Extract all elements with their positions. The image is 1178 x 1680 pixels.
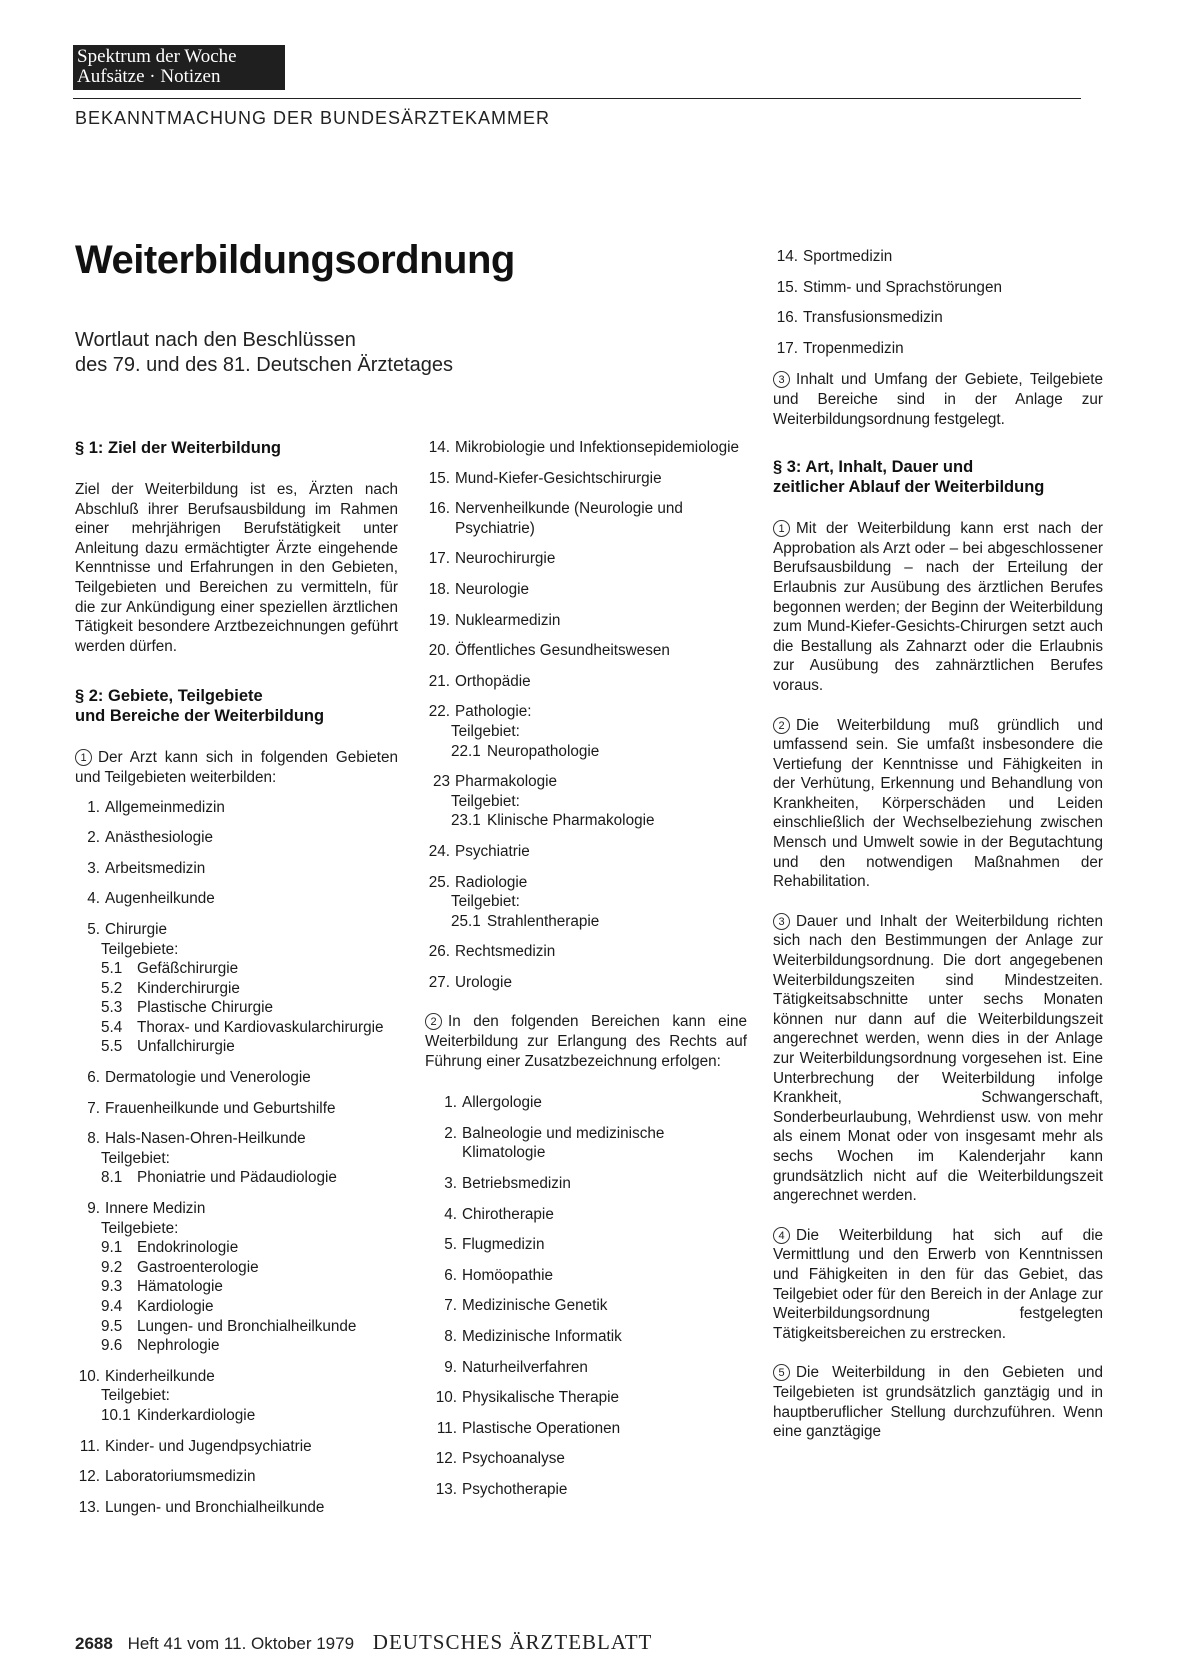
- list-item-name: Naturheilverfahren: [462, 1358, 588, 1376]
- subitem: [101, 998, 398, 1018]
- list-item-name: Dermatologie und Venerologie: [105, 1069, 311, 1087]
- list-item-row: [425, 1480, 747, 1500]
- list-item-name: Homöopathie: [462, 1266, 553, 1284]
- subitem: [101, 1406, 398, 1426]
- list-item-row: [75, 1068, 398, 1088]
- list-item-name: Transfusionsmedizin: [803, 309, 943, 327]
- list-item-number: 14.: [776, 248, 798, 265]
- list-item: [75, 1367, 398, 1426]
- subitems: [75, 940, 398, 1058]
- list-item: [425, 1358, 747, 1378]
- subitem-name: Unfallchirurgie: [137, 1038, 235, 1056]
- list-item-number: 12.: [78, 1468, 100, 1486]
- list-item-number: 13.: [435, 1480, 457, 1498]
- list-item-row: [75, 1367, 398, 1387]
- list-item-number: 10.: [78, 1367, 100, 1385]
- list-item-name: Hals-Nasen-Ohren-Heilkunde: [105, 1130, 306, 1148]
- list-item-number: 2.: [444, 1124, 457, 1142]
- list-item-row: [425, 1205, 747, 1225]
- list-item-number: 18.: [428, 580, 450, 598]
- kicker: BEKANNTMACHUNG DER BUNDESÄRZTEKAMMER: [75, 108, 551, 128]
- list-item-name: Lungen- und Bronchialheilkunde: [105, 1498, 325, 1516]
- list-item: [75, 1068, 398, 1088]
- list-item-row: [773, 308, 1103, 328]
- list-item-row: [425, 1235, 747, 1255]
- list-item-name: Arbeitsmedizin: [105, 859, 206, 877]
- list-item: [425, 1205, 747, 1225]
- journal-name: DEUTSCHES ÄRZTEBLATT: [372, 1630, 653, 1654]
- badge-line-2: Aufsätze · Notizen: [77, 66, 221, 87]
- list-item-number: 25.: [428, 873, 450, 891]
- list-item-number: 22.: [428, 703, 450, 721]
- list-item-name: Psychoanalyse: [462, 1450, 565, 1468]
- list-item-row: [425, 641, 747, 661]
- list-item-number: 4.: [444, 1205, 457, 1223]
- list-item-number: 1.: [87, 798, 100, 816]
- subtitle-line-2: des 79. und des 81. Deutschen Ärztetages: [75, 354, 454, 376]
- subitem-name: Gastroenterologie: [137, 1258, 259, 1276]
- section-3-heading: [773, 457, 1103, 497]
- section-2-heading-line-1: § 2: Gebiete, Teilgebiete: [75, 687, 263, 706]
- section-3-para: [773, 716, 1103, 892]
- list-item-name: Neurologie: [455, 580, 529, 598]
- list-item: [425, 702, 747, 761]
- list-item: [75, 1199, 398, 1356]
- subitems-label: Teilgebiet:: [451, 893, 520, 911]
- list-item: [425, 469, 747, 489]
- para-text: In den folgenden Bereichen kann eine Weiterbildung zur Erlangung des Rechts auf Führung einer Zusatzbezeichnung erfolgen:: [425, 1013, 747, 1070]
- subitem-number: 5.2: [101, 979, 123, 997]
- list-item-row: [75, 920, 398, 940]
- section-3-heading-line-1: § 3: Art, Inhalt, Dauer und: [773, 458, 974, 477]
- subitem: [101, 1037, 398, 1057]
- list-item-name: Medizinische Informatik: [462, 1328, 622, 1345]
- list-item: [773, 247, 1103, 267]
- para-text: Die Weiterbildung in den Gebieten und Teilgebieten ist grundsätzlich ganztägig und in hauptberuflicher Stellung durchzuführen. Wenn eine ganztägige: [773, 1364, 1103, 1441]
- para-marker-icon: 4: [773, 1227, 790, 1244]
- list-item-number: 13.: [78, 1498, 100, 1516]
- list-item: [425, 672, 747, 692]
- section-1-text: Ziel der Weiterbildung ist es, Ärzten nach Abschluß ihrer Berufsausbildung im Rahmen einer mehrjährigen Berufstätigkeit unter Anleitung dazu ermächtigter Ärzte eingehende Kenntnisse und Erfahrungen in den Gebieten, Teilgebieten und Bereichen zu vermitteln, für die zur Ankündigung einer speziellen ärztlichen Tätigkeit besondere Arztbezeichnungen geführt werden dürfen.: [75, 481, 398, 655]
- subitem-name: Endokrinologie: [137, 1239, 239, 1257]
- list-item-row: [425, 469, 747, 489]
- list-item-name: Tropenmedizin: [803, 339, 904, 357]
- list-item-row: [425, 1296, 747, 1316]
- list-item-row: [425, 438, 747, 458]
- subitem-number: 25.1: [451, 912, 481, 930]
- subitem-number: 9.5: [101, 1317, 123, 1335]
- subitem-number: 9.2: [101, 1258, 123, 1276]
- subitem: [101, 1317, 398, 1337]
- badge-line-1: Spektrum der Woche: [77, 46, 237, 67]
- list-item-row: [75, 1129, 398, 1149]
- list-item: [425, 1266, 747, 1286]
- subitem: [451, 912, 747, 932]
- list-item-row: [425, 1327, 747, 1347]
- section-1-heading: § 1: Ziel der Weiterbildung: [75, 439, 281, 457]
- list-item-row: [425, 842, 747, 862]
- subitems: [425, 722, 747, 761]
- list-item-name: Medizinische Genetik: [462, 1297, 608, 1315]
- list-item-number: 17.: [776, 339, 798, 357]
- subitem-number: 22.1: [451, 742, 481, 760]
- column-1: [75, 438, 398, 1528]
- list-item-number: 3.: [444, 1175, 457, 1193]
- subitem: [101, 1336, 398, 1356]
- para-marker-icon: 2: [773, 717, 790, 734]
- list-item-name: Allgemeinmedizin: [105, 798, 225, 816]
- subitems: [75, 1386, 398, 1425]
- list-item-number: 16.: [776, 309, 798, 327]
- list-item-name: Flugmedizin: [462, 1236, 545, 1254]
- subitem: [101, 979, 398, 999]
- list-item: [75, 920, 398, 1057]
- list-item-name: Orthopädie: [455, 672, 531, 690]
- list-item: [425, 1419, 747, 1439]
- subitem: [451, 742, 747, 762]
- subitem-number: 9.6: [101, 1337, 123, 1355]
- list-item: [75, 1437, 398, 1457]
- list-item-number: 5.: [444, 1236, 457, 1254]
- subitem-number: 8.1: [101, 1169, 123, 1187]
- column-3: [773, 247, 1103, 1462]
- para-text: Inhalt und Umfang der Gebiete, Teilgebiete und Bereiche sind in der Anlage zur Weiterbildungsordnung festgelegt.: [773, 371, 1103, 428]
- subitem-name: Klinische Pharmakologie: [487, 812, 655, 830]
- list-item-name: Rechtsmedizin: [455, 943, 556, 961]
- list-item-row: [425, 611, 747, 631]
- list-item-number: 5.: [87, 920, 100, 938]
- list-item-row: [425, 1093, 747, 1113]
- list-item-name: Balneologie und medizinische Klimatologie: [462, 1124, 665, 1162]
- list-item: [425, 1124, 747, 1163]
- list-item: [425, 438, 747, 458]
- section-2-heading: [75, 686, 398, 726]
- list-item-row: [773, 339, 1103, 359]
- list-item: [773, 278, 1103, 298]
- list-item-row: [425, 549, 747, 569]
- subitem-number: 23.1: [451, 812, 481, 830]
- list-item-number: 9.: [444, 1358, 457, 1376]
- list-item-name: Anästhesiologie: [105, 829, 214, 847]
- subitem: [101, 1238, 398, 1258]
- subitem-number: 9.4: [101, 1298, 123, 1315]
- bereiche-list-part-1: [425, 1093, 747, 1499]
- para-marker-icon: 2: [425, 1013, 442, 1030]
- subitem-name: Kinderchirurgie: [137, 979, 240, 997]
- list-item: [773, 308, 1103, 328]
- list-item: [75, 1099, 398, 1119]
- list-item: [425, 1449, 747, 1469]
- list-item: [425, 942, 747, 962]
- list-item: [425, 973, 747, 993]
- list-item: [425, 1327, 747, 1347]
- subitem-number: 9.1: [101, 1239, 123, 1257]
- gebiete-list-part-2: [425, 438, 747, 992]
- list-item-name: Pharmakologie: [455, 773, 558, 791]
- list-item-row: [75, 1099, 398, 1119]
- list-item-number: 9.: [87, 1200, 100, 1218]
- para-marker-icon: 3: [773, 913, 790, 930]
- list-item-name: Öffentliches Gesundheitswesen: [455, 642, 670, 660]
- section-3-para: [773, 519, 1103, 695]
- list-item-name: Stimm- und Sprachstörungen: [803, 278, 1002, 296]
- subitems-label: Teilgebiet:: [101, 1149, 170, 1167]
- list-item-row: [425, 1124, 747, 1163]
- subitem: [101, 1168, 398, 1188]
- issue-info: Heft 41 vom 11. Oktober 1979: [127, 1634, 355, 1653]
- list-item-number: 20.: [428, 642, 450, 660]
- gebiete-list-part-1: [75, 798, 398, 1518]
- list-item: [75, 889, 398, 909]
- section-2-para-3: [773, 370, 1103, 429]
- list-item-row: [425, 942, 747, 962]
- subitem-name: Hämatologie: [137, 1278, 223, 1296]
- para-marker-icon: 3: [773, 371, 790, 388]
- list-item: [425, 772, 747, 831]
- list-item: [75, 828, 398, 848]
- subitem: [101, 959, 398, 979]
- list-item-name: Psychotherapie: [462, 1480, 568, 1498]
- list-item-name: Laboratoriumsmedizin: [105, 1468, 256, 1486]
- list-item-name: Plastische Operationen: [462, 1419, 621, 1437]
- list-item-row: [425, 499, 747, 538]
- para-text: Dauer und Inhalt der Weiterbildung richten sich nach den Bestimmungen der Anlage zur Weiterbildungsordnung. Die dort angegebenen Weiterbildungszeiten sind Mindestzeiten. Tätigkeitsabschnitte unter sechs Monaten können nur dann auf die Weiterbildungszeit angerechnet werden, wenn dies in der Anlage zur Weiterbildungsordnung vorgesehen ist. Eine Unterbrechung der Weiterbildung infolge Krankheit, Schwangerschaft, Sonderbeurlaubung, Wehrdienst usw. von mehr als einem Monat oder von insgesamt mehr als sechs Wochen im Kalenderjahr kann grundsätzlich nicht auf die Weiterbildungszeit angerechnet werden.: [773, 912, 1103, 1205]
- subitem-number: 10.1: [101, 1406, 131, 1424]
- list-item: [75, 859, 398, 879]
- list-item: [75, 1467, 398, 1487]
- list-item: [75, 798, 398, 818]
- list-item-number: 6.: [87, 1069, 100, 1087]
- list-item-name: Kinderheilkunde: [105, 1367, 215, 1385]
- section-badge: [73, 45, 285, 90]
- subitems-label: Teilgebiet:: [101, 1387, 170, 1405]
- list-item: [425, 1388, 747, 1408]
- subitem-name: Neuropathologie: [487, 742, 600, 760]
- list-item-name: Psychiatrie: [455, 842, 530, 860]
- list-item: [425, 1235, 747, 1255]
- list-item: [425, 611, 747, 631]
- subitem: [101, 1277, 398, 1297]
- subitem-name: Lungen- und Bronchialheilkunde: [137, 1317, 357, 1335]
- list-item-name: Sportmedizin: [803, 248, 893, 265]
- list-item-number: 8.: [444, 1328, 457, 1345]
- list-item: [425, 1480, 747, 1500]
- para-marker-icon: 5: [773, 1364, 790, 1381]
- subitem-name: Kardiologie: [137, 1298, 214, 1315]
- list-item-name: Radiologie: [455, 873, 528, 891]
- subitem-name: Plastische Chirurgie: [137, 999, 274, 1017]
- section-3-heading-line-2: zeitlicher Ablauf der Weiterbildung: [773, 478, 1045, 497]
- list-item-name: Neurochirurgie: [455, 550, 556, 568]
- section-2-para-2: [425, 1012, 747, 1071]
- subitems-label: Teilgebiet:: [451, 722, 520, 740]
- para-text: Der Arzt kann sich in folgenden Gebieten und Teilgebieten weiterbilden:: [75, 749, 398, 786]
- list-item-number: 26.: [428, 943, 450, 961]
- subitem-name: Phoniatrie und Pädaudiologie: [137, 1169, 337, 1187]
- list-item-name: Nervenheilkunde (Neurologie und Psychiatrie): [455, 500, 683, 537]
- list-item-number: 15.: [776, 278, 798, 296]
- para-text: Die Weiterbildung muß gründlich und umfassend sein. Sie umfaßt insbesondere die Vertiefung der Kenntnisse und Fähigkeiten in der Verhütung, Erkennung und Behandlung von Krankheiten, Körperschäden und Leiden einschließlich der Wechselbeziehung zwischen Mensch und Umwelt sowie in der Begutachtung und den notwendigen Maßnahmen der Rehabilitation.: [773, 716, 1103, 891]
- list-item-name: Frauenheilkunde und Geburtshilfe: [105, 1099, 336, 1117]
- list-item-number: 7.: [444, 1297, 457, 1315]
- list-item: [425, 873, 747, 932]
- bereiche-list-part-2: [773, 247, 1103, 358]
- list-item-row: [75, 798, 398, 818]
- list-item: [75, 1498, 398, 1518]
- list-item: [425, 580, 747, 600]
- list-item-number: 23: [432, 773, 450, 791]
- list-item-name: Mund-Kiefer-Gesichtschirurgie: [455, 469, 662, 487]
- list-item: [425, 641, 747, 661]
- list-item-number: 8.: [87, 1130, 100, 1148]
- list-item-number: 19.: [428, 611, 450, 629]
- list-item: [425, 1296, 747, 1316]
- subitem-number: 9.3: [101, 1278, 123, 1296]
- column-2: [425, 438, 747, 1511]
- section-3-para: [773, 1363, 1103, 1441]
- subitems: [425, 892, 747, 931]
- subtitle: [75, 328, 595, 378]
- list-item-name: Chirotherapie: [462, 1205, 554, 1223]
- list-item: [773, 339, 1103, 359]
- page-footer: [75, 1630, 755, 1655]
- para-text: Mit der Weiterbildung kann erst nach der Approbation als Arzt oder – bei abgeschlossener Berufsausbildung – nach der Erteilung der Erlaubnis zur Ausübung des ärztlichen Berufes begonnen werden; der Beginn der Weiterbildung zum Mund-Kiefer-Gesichts-Chirurgen setzt auch die Bestallung als Zahnarzt oder die Erlaubnis zur Ausübung des zahnärztlichen Berufes voraus.: [773, 520, 1103, 694]
- subitem-number: 5.1: [101, 960, 123, 978]
- list-item-name: Urologie: [455, 973, 512, 991]
- list-item-number: 7.: [87, 1099, 100, 1117]
- list-item-number: 24.: [428, 842, 450, 860]
- list-item: [425, 549, 747, 569]
- list-item-number: 16.: [428, 500, 450, 518]
- list-item-row: [425, 1388, 747, 1408]
- list-item-row: [425, 1358, 747, 1378]
- list-item-number: 11.: [436, 1419, 457, 1437]
- section-2-heading-line-2: und Bereiche der Weiterbildung: [75, 707, 325, 726]
- list-item-number: 21.: [428, 672, 450, 690]
- list-item-name: Betriebsmedizin: [462, 1175, 571, 1193]
- subitem-number: 5.3: [101, 999, 123, 1017]
- list-item-name: Pathologie:: [455, 703, 532, 721]
- section-3-para: [773, 912, 1103, 1206]
- page-number: 2688: [75, 1634, 113, 1653]
- section-3-para: [773, 1226, 1103, 1344]
- list-item-row: [425, 873, 747, 893]
- subitem: [101, 1297, 398, 1317]
- subitem: [451, 811, 747, 831]
- list-item-number: 27.: [428, 973, 450, 991]
- subitem: [101, 1258, 398, 1278]
- list-item-number: 15.: [428, 469, 450, 487]
- list-item-number: 1.: [444, 1094, 457, 1112]
- subitems-label: Teilgebiete:: [101, 1219, 179, 1237]
- list-item-number: 17.: [428, 550, 450, 568]
- list-item-name: Chirurgie: [105, 920, 168, 938]
- list-item-row: [425, 1266, 747, 1286]
- list-item-number: 3.: [87, 859, 100, 877]
- subitem-name: Strahlentherapie: [487, 912, 600, 930]
- list-item-number: 2.: [87, 829, 100, 847]
- subitem-name: Gefäßchirurgie: [137, 960, 239, 978]
- subitem-number: 5.5: [101, 1038, 123, 1056]
- list-item: [425, 1093, 747, 1113]
- list-item-row: [425, 1419, 747, 1439]
- section-3-paragraphs: [773, 519, 1103, 1442]
- subitem-name: Nephrologie: [137, 1337, 220, 1355]
- list-item-row: [425, 973, 747, 993]
- list-item-row: [425, 772, 747, 792]
- subitems: [425, 792, 747, 831]
- list-item-row: [425, 702, 747, 722]
- list-item-row: [75, 859, 398, 879]
- list-item-row: [425, 672, 747, 692]
- list-item: [425, 842, 747, 862]
- para-text: Die Weiterbildung hat sich auf die Vermittlung und den Erwerb von Kenntnissen und Fähigkeiten in den für das Gebiet, das Teilgebiet oder für den Bereich in der Anlage zur Weiterbildungsordnung festgelegten Tätigkeitsbereichen zu erstrecken.: [773, 1226, 1103, 1342]
- list-item-number: 4.: [87, 890, 100, 908]
- subitem-name: Thorax- und Kardiovaskularchirurgie: [137, 1018, 384, 1036]
- list-item-name: Nuklearmedizin: [455, 611, 561, 629]
- list-item: [425, 499, 747, 538]
- list-item-row: [75, 1467, 398, 1487]
- header-rule: [73, 98, 1081, 99]
- list-item-row: [773, 278, 1103, 298]
- list-item-number: 10.: [435, 1389, 457, 1407]
- para-marker-icon: 1: [773, 520, 790, 537]
- list-item: [425, 1174, 747, 1194]
- list-item-row: [425, 1449, 747, 1469]
- list-item-name: Physikalische Therapie: [462, 1389, 620, 1407]
- list-item-name: Allergologie: [462, 1094, 542, 1112]
- subitems: [75, 1149, 398, 1188]
- subitems-label: Teilgebiete:: [101, 940, 179, 958]
- subitem: [101, 1018, 398, 1038]
- list-item-row: [773, 247, 1103, 267]
- list-item-row: [75, 828, 398, 848]
- list-item-number: 11.: [79, 1437, 100, 1455]
- section-2-para-1: [75, 748, 398, 787]
- list-item-number: 6.: [444, 1266, 457, 1284]
- list-item-name: Mikrobiologie und Infektionsepidemiologie: [455, 439, 740, 456]
- list-item-row: [75, 1199, 398, 1219]
- subitems-label: Teilgebiet:: [451, 792, 520, 810]
- list-item: [75, 1129, 398, 1188]
- list-item-name: Kinder- und Jugendpsychiatrie: [105, 1437, 312, 1455]
- list-item-row: [75, 1437, 398, 1457]
- list-item-row: [75, 889, 398, 909]
- list-item-row: [75, 1498, 398, 1518]
- page-title: Weiterbildungsordnung: [75, 238, 515, 282]
- list-item-name: Augenheilkunde: [105, 890, 215, 908]
- list-item-number: 12.: [435, 1450, 457, 1468]
- subtitle-line-1: Wortlaut nach den Beschlüssen: [75, 329, 356, 351]
- list-item-row: [425, 580, 747, 600]
- para-marker-icon: 1: [75, 749, 92, 766]
- subitems: [75, 1219, 398, 1356]
- list-item-row: [425, 1174, 747, 1194]
- list-item-number: 14.: [428, 439, 450, 456]
- subitem-number: 5.4: [101, 1018, 123, 1036]
- list-item-name: Innere Medizin: [105, 1200, 206, 1218]
- subitem-name: Kinderkardiologie: [137, 1406, 256, 1424]
